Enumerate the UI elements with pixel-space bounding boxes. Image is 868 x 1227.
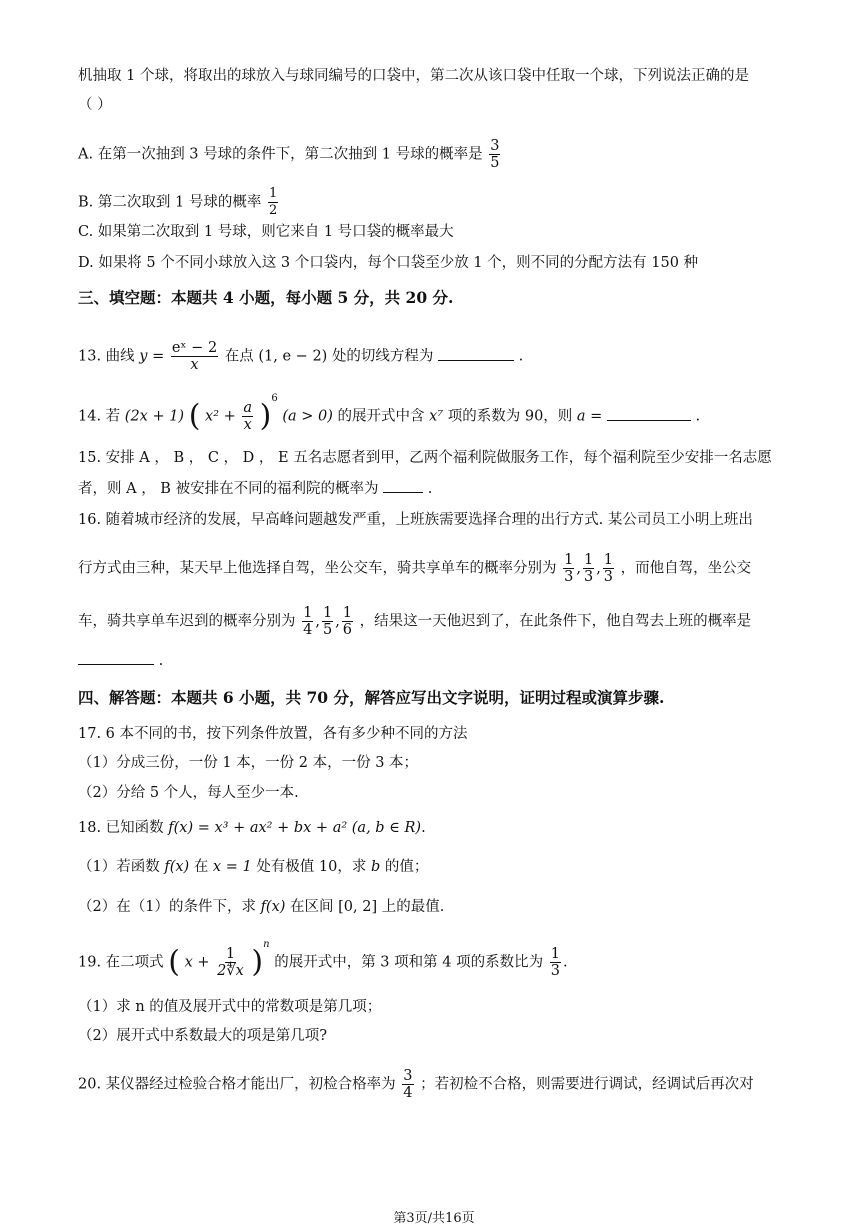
- fraction-denominator: x: [243, 417, 252, 433]
- q18-p1-bvar: b: [370, 859, 381, 875]
- q14-power: 6: [271, 392, 278, 404]
- q14-answer-blank[interactable]: [607, 406, 691, 421]
- q16-answer-blank[interactable]: [78, 650, 154, 665]
- q19-part2: （2）展开式中系数最大的项是第几项?: [78, 1028, 327, 1044]
- q17-part2: （2）分给 5 个人，每人至少一本.: [78, 785, 299, 801]
- q14-mid: 的展开式中含: [337, 408, 425, 425]
- q15-end: .: [427, 481, 433, 497]
- q14-x2: x² +: [205, 408, 236, 425]
- q14-suffix: 项的系数为 90，则: [447, 408, 573, 425]
- q12-option-b-text: B. 第二次取到 1 号球的概率: [78, 194, 262, 211]
- fraction-numerator: 1: [550, 946, 560, 962]
- q19-mid: 的展开式中，第 3 项和第 4 项的系数比为: [274, 954, 544, 971]
- q14: [78, 392, 808, 434]
- fraction-denominator: 4: [303, 622, 313, 638]
- fraction-numerator: 1: [303, 605, 313, 621]
- q20-stem: [78, 1068, 808, 1101]
- q16-line2: 行方式由三种，某天早上他选择自驾，坐公交车，骑共享单车的概率分别为 $\frac{1}{3}$ , $\frac{1}{3}$ , $\frac{1}{3}$ ，而他自驾，坐公交: [78, 552, 752, 585]
- q19-open-paren: (: [168, 944, 180, 980]
- q12-option-a-text: A. 在第一次抽到 3 号球的条件下，第二次抽到 1 号球的概率是: [78, 146, 483, 163]
- q18-p1-d: ，求: [337, 859, 367, 875]
- q19-ratio-fraction: [550, 946, 561, 979]
- q18-p1-a: （1）若函数: [78, 859, 160, 875]
- q16-line2b: ，而他自驾，坐公交: [620, 560, 752, 577]
- q15-line2: [78, 478, 808, 499]
- q19-close-paren: ): [251, 944, 264, 980]
- fraction-numerator: 1: [225, 946, 236, 962]
- q14-end: .: [695, 408, 701, 425]
- fraction-numerator: a: [243, 400, 253, 416]
- q14-x7: x⁷: [429, 408, 444, 425]
- q17-part1: （1）分成三份，一份 1 本，一份 2 本，一份 3 本；: [78, 755, 419, 771]
- q18-p1-val: 10: [318, 859, 338, 875]
- fraction-denominator: 3: [564, 569, 574, 585]
- q19-fraction: [216, 946, 245, 979]
- q16-line3: 车，骑共享单车迟到的概率分别为 $\frac{1}{4}$ , $\frac{1}{5}$ , $\frac{1}{6}$ ，结果这一天他迟到了，在此条件下，他自驾去上班的概率是: [78, 605, 752, 638]
- q18-p2-a: （2）在（1）的条件下，求: [78, 899, 256, 915]
- q15-line1: 15. 安排 A ， B ， C ， D ， E 五名志愿者到甲，乙两个福利院做服务工作，每个福利院至少安排一名志愿: [78, 450, 772, 466]
- q13-end: .: [518, 348, 524, 365]
- fraction-denominator: 2∜x: [217, 963, 244, 979]
- q17-stem: 17. 6 本不同的书，按下列条件放置，各有多少种不同的方法: [78, 726, 468, 742]
- q16-line2a: 行方式由三种，某天早上他选择自驾，坐公交车，骑共享单车的概率分别为: [78, 560, 557, 577]
- q12-stem-line1: 机抽取 1 个球，将取出的球放入与球同编号的口袋中，第二次从该口袋中任取一个球，下列说法正确的是: [78, 68, 749, 84]
- q19-end: .: [562, 954, 568, 971]
- q14-prefix: 14. 若: [78, 408, 121, 425]
- q14-open-paren: (: [188, 398, 201, 434]
- q12-answer-paren: （ ）: [78, 97, 112, 113]
- q16-fraction-drive: [563, 552, 574, 585]
- q16-end: .: [158, 653, 164, 669]
- q12-option-c: C. 如果第二次取到 1 号球，则它来自 1 号口袋的概率最大: [78, 224, 454, 240]
- section3-title: 三、填空题：本题共 4 小题，每小题 5 分，共 20 分.: [78, 288, 454, 307]
- q13-prefix: 13. 曲线: [78, 348, 135, 365]
- q18-part1: [78, 857, 808, 877]
- q16-line3b: ，结果这一天他迟到了，在此条件下，他自驾去上班的概率是: [359, 613, 752, 630]
- fraction-denominator: 4: [403, 1085, 413, 1101]
- q14-cond: (a > 0): [282, 408, 333, 425]
- q16-fraction-bike: [603, 552, 614, 585]
- q12-option-b: [78, 186, 808, 219]
- q18-stem-end: .: [421, 820, 426, 836]
- fraction-numerator: 3: [403, 1068, 413, 1084]
- q16-fraction-late-drive: [302, 605, 313, 638]
- q18-p1-fx: f(x): [164, 859, 190, 875]
- q12-option-b-fraction: [268, 186, 278, 219]
- q12-option-a-fraction: [489, 138, 500, 171]
- q20-prefix: 20. 某仪器经过检验合格才能出厂，初检合格率为: [78, 1076, 396, 1093]
- fraction-denominator: 2: [268, 203, 278, 218]
- q18-part2: [78, 897, 808, 917]
- fraction-denominator: 6: [342, 622, 353, 638]
- q18-p1-c: 处有极值: [256, 859, 315, 875]
- fraction-numerator: 1: [564, 552, 574, 568]
- q15-line2-text: 者，则 A ， B 被安排在不同的福利院的概率为: [78, 481, 379, 497]
- fraction-denominator: 5: [490, 155, 500, 171]
- q18-p1-x: x = 1: [212, 859, 252, 875]
- page-number: 第3页/共16页: [393, 1211, 475, 1226]
- q18-p1-e: 的值；: [384, 859, 429, 875]
- section4-title: 四、解答题：本题共 6 小题，共 70 分，解答应写出文字说明，证明过程或演算步骤.: [78, 688, 665, 707]
- q16-fraction-late-bus: [322, 605, 333, 638]
- q16-line3a: 车，骑共享单车迟到的概率分别为: [78, 613, 296, 630]
- fraction-numerator: 3: [490, 138, 500, 154]
- q16-fraction-bus: [583, 552, 594, 585]
- q19-x: x +: [184, 954, 210, 971]
- q16-line1: 16. 随着城市经济的发展，早高峰问题越发严重，上班族需要选择合理的出行方式. 某公司员工小明上班出: [78, 512, 753, 528]
- fraction-numerator: 1: [603, 552, 614, 568]
- q13-mid: 在点: [224, 348, 254, 365]
- q12-option-d: D. 如果将 5 个不同小球放入这 3 个口袋内，每个口袋至少放 1 个，则不同的分配方法有 150 种: [78, 255, 699, 271]
- q13-point: (1, e − 2): [258, 348, 328, 365]
- fraction-numerator: 1: [268, 186, 278, 201]
- q13-answer-blank[interactable]: [438, 346, 514, 361]
- q18-p2-c: 上的最值.: [381, 899, 445, 915]
- q20-fraction: [402, 1068, 413, 1101]
- q18-p1-b: 在: [193, 859, 209, 875]
- fraction-numerator: 1: [583, 552, 594, 568]
- q12-option-a: [78, 138, 808, 171]
- fraction-denominator: 5: [322, 622, 333, 638]
- q13-y: y =: [139, 348, 165, 365]
- q18-prefix: 18. 已知函数: [78, 820, 164, 836]
- fraction-denominator: x: [190, 357, 199, 373]
- q19-part1: （1）求 n 的值及展开式中的常数项是第几项；: [78, 999, 382, 1015]
- q13: [78, 340, 808, 373]
- q14-fraction: [242, 400, 253, 433]
- q18-stem: [78, 818, 808, 838]
- fraction-numerator: eˣ − 2: [171, 340, 218, 356]
- q19-stem: [78, 938, 808, 980]
- q16-fraction-late-bike: [342, 605, 353, 638]
- q18-p2-fx: f(x): [260, 899, 286, 915]
- fraction-numerator: 1: [322, 605, 333, 621]
- q18-p2-interval: [0, 2]: [338, 899, 378, 915]
- fraction-denominator: 3: [603, 569, 614, 585]
- fraction-denominator: 3: [583, 569, 594, 585]
- q14-factor1: (2x + 1): [124, 408, 185, 425]
- q13-fraction: [171, 340, 218, 373]
- q18-formula: f(x) = x³ + ax² + bx + a² (a, b ∈ R): [168, 820, 422, 836]
- q14-a-eq: a =: [576, 408, 603, 425]
- q13-suffix: 处的切线方程为: [331, 348, 434, 365]
- q19-prefix: 19. 在二项式: [78, 954, 164, 971]
- fraction-numerator: 1: [342, 605, 353, 621]
- q16-line4: [78, 650, 808, 671]
- q20-suffix: ；若初检不合格，则需要进行调试，经调试后再次对: [420, 1076, 754, 1093]
- q15-answer-blank[interactable]: [383, 478, 423, 493]
- q18-p2-b: 在区间: [290, 899, 334, 915]
- q14-close-paren: ): [259, 398, 272, 434]
- q19-power: n: [263, 938, 270, 950]
- fraction-denominator: 3: [550, 963, 560, 979]
